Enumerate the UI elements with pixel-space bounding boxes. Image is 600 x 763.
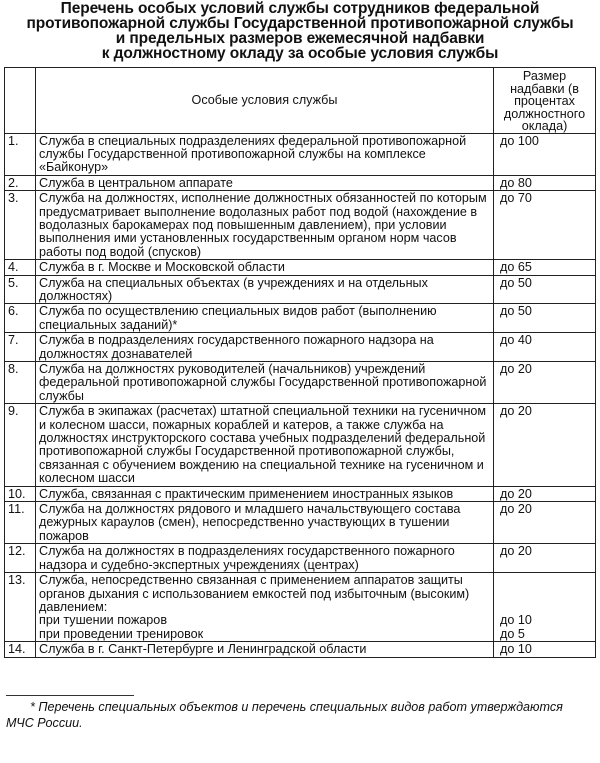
row-text: Служба в центральном аппарате bbox=[36, 175, 494, 190]
row-text: Служба на должностях, исполнение должностных обязанностей по которым предусматривает выполнение водолазных работ под водой (нахождение в водолазных барокамерах под повышенным давлением), при условии выполнения ими установленных государственным органом норм часов работы под водой (спусков) bbox=[36, 191, 494, 260]
footnote-divider bbox=[6, 695, 134, 696]
row-number: 10. bbox=[5, 486, 36, 501]
row-number: 7. bbox=[5, 333, 36, 362]
table-row bbox=[5, 502, 596, 544]
title-line: Перечень особых условий службы сотрудников федеральной bbox=[60, 0, 540, 17]
row-value: до 65 bbox=[494, 260, 596, 275]
row-number: 12. bbox=[5, 544, 36, 573]
sub-item-value: до 5 bbox=[500, 626, 525, 641]
table-row bbox=[5, 573, 596, 642]
table-row bbox=[5, 275, 596, 304]
row-number: 2. bbox=[5, 175, 36, 190]
row-text: Служба в экипажах (расчетах) штатной специальной техники на гусеничном и колесном шасси, пожарных кораблей и катеров, а также служба на должностях инструкторского состава учебных подразделений федеральной противопожарной службы Государственной противопожарной службы, связанная с обучением вождению на специальной технике на гусеничном и колесном шасси bbox=[36, 404, 494, 486]
row-text: Служба на должностях рядового и младшего начальствующего состава дежурных караулов (смен), непосредственно участвующих в тушении пожаров bbox=[36, 502, 494, 544]
row-value: до 100 bbox=[494, 133, 596, 175]
row-number: 5. bbox=[5, 275, 36, 304]
table-row bbox=[5, 362, 596, 404]
table-row bbox=[5, 404, 596, 486]
header-num-cell bbox=[5, 68, 36, 134]
sub-item-value: до 10 bbox=[500, 613, 532, 628]
row-value: до 20 bbox=[494, 502, 596, 544]
row-value-group bbox=[494, 573, 596, 642]
row-text: Служба, связанная с практическим применением иностранных языков bbox=[36, 486, 494, 501]
row-number: 14. bbox=[5, 642, 36, 657]
row-text-group bbox=[36, 573, 494, 642]
header-size: Размер надбавки (в процентах должностного оклада) bbox=[494, 68, 596, 134]
table-row bbox=[5, 191, 596, 260]
row-value: до 20 bbox=[494, 404, 596, 486]
header-conditions: Особые условия службы bbox=[36, 68, 494, 134]
row-value: до 70 bbox=[494, 191, 596, 260]
row-number: 6. bbox=[5, 304, 36, 333]
row-text: Служба в г. Москве и Московской области bbox=[36, 260, 494, 275]
row-number: 1. bbox=[5, 133, 36, 175]
row-value: до 50 bbox=[494, 275, 596, 304]
title-line: противопожарной службы Государственной противопожарной службы bbox=[26, 15, 574, 32]
table-row bbox=[5, 175, 596, 190]
row-value: до 20 bbox=[494, 486, 596, 501]
table-header-row bbox=[5, 68, 596, 134]
row-text: Служба в г. Санкт-Петербурге и Ленинградской области bbox=[36, 642, 494, 657]
table-row bbox=[5, 333, 596, 362]
table-row bbox=[5, 133, 596, 175]
row-text: Служба на должностях руководителей (начальников) учреждений федеральной противопожарной службы Государственной противопожарной службы bbox=[36, 362, 494, 404]
row-text: Служба в специальных подразделениях федеральной противопожарной службы Государственной противопожарной службы на комплексе «Байконур» bbox=[36, 133, 494, 175]
row-number: 9. bbox=[5, 404, 36, 486]
row-number: 11. bbox=[5, 502, 36, 544]
document-title bbox=[6, 1, 594, 61]
row-number: 8. bbox=[5, 362, 36, 404]
table-row bbox=[5, 642, 596, 657]
table-row bbox=[5, 260, 596, 275]
row-value: до 40 bbox=[494, 333, 596, 362]
table-row bbox=[5, 544, 596, 573]
row-text: Служба по осуществлению специальных видов работ (выполнению специальных заданий)* bbox=[36, 304, 494, 333]
title-line: к должностному окладу за особые условия службы bbox=[101, 45, 499, 62]
sub-item-text: при тушении пожаров bbox=[39, 613, 168, 628]
sub-item-text: при проведении тренировок bbox=[39, 626, 204, 641]
row-value: до 50 bbox=[494, 304, 596, 333]
row-number: 13. bbox=[5, 573, 36, 642]
conditions-table bbox=[4, 67, 596, 658]
row-value: до 20 bbox=[494, 544, 596, 573]
row-text: Служба на специальных объектах (в учреждениях и на отдельных должностях) bbox=[36, 275, 494, 304]
row-number: 4. bbox=[5, 260, 36, 275]
row-text: Служба, непосредственно связанная с применением аппаратов защиты органов дыхания с использованием емкостей под избыточным (высоким) давлением: bbox=[39, 573, 470, 614]
row-text: Служба на должностях в подразделениях государственного пожарного надзора и судебно-экспертных учреждениях (центрах) bbox=[36, 544, 494, 573]
row-number: 3. bbox=[5, 191, 36, 260]
row-value: до 20 bbox=[494, 362, 596, 404]
row-text: Служба в подразделениях государственного пожарного надзора на должностях дознавателей bbox=[36, 333, 494, 362]
table-row bbox=[5, 304, 596, 333]
row-value: до 10 bbox=[494, 642, 596, 657]
row-value: до 80 bbox=[494, 175, 596, 190]
footnote: * Перечень специальных объектов и перечень специальных видов работ утверждаются МЧС России. bbox=[6, 700, 563, 730]
title-line: и предельных размеров ежемесячной надбавки bbox=[115, 30, 485, 47]
table-row bbox=[5, 486, 596, 501]
